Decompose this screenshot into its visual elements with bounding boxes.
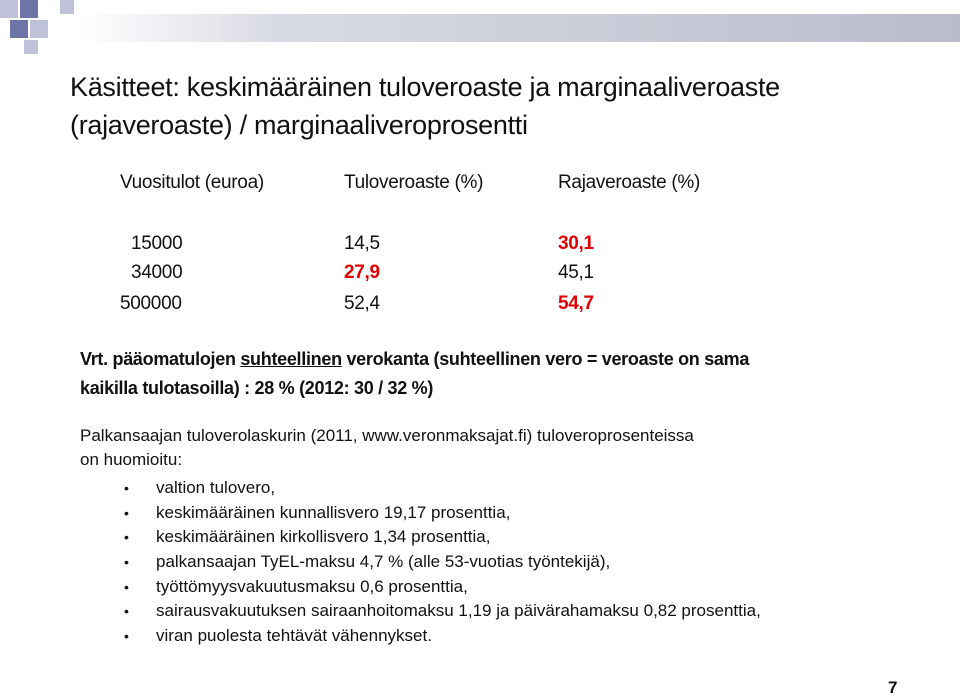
- header-gradient-bar: [80, 14, 960, 42]
- capital-income-note: [80, 345, 900, 403]
- note-line-2: kaikilla tulotasoilla) : 28 % (2012: 30 / 32 %): [80, 378, 434, 398]
- list-item: • sairausvakuutuksen sairaanhoitomaksu 1,19 ja päivärahamaksu 0,82 prosenttia,: [124, 599, 761, 624]
- bullet-icon: •: [124, 628, 129, 645]
- table-cell-average: 14,5: [344, 233, 380, 254]
- paragraph-line-1: Palkansaajan tuloverolaskurin (2011, www.veronmaksajat.fi) tuloveroprosenteissa: [80, 426, 694, 445]
- bullet-icon: •: [124, 480, 129, 496]
- list-item: • valtion tulovero,: [124, 476, 761, 501]
- title-line-2: (rajaveroaste) / marginaaliveroprosentti: [70, 110, 528, 140]
- list-item: • keskimääräinen kirkollisvero 1,34 prosenttia,: [124, 525, 761, 550]
- table-cell-marginal-highlight: 54,7: [558, 293, 594, 314]
- table-cell-income: 15000: [131, 233, 183, 254]
- note-part-1: Vrt. pääomatulojen: [80, 349, 241, 369]
- page-title: [70, 68, 930, 144]
- bullet-icon: •: [124, 554, 129, 571]
- list-item: • palkansaajan TyEL-maksu 4,7 % (alle 53-vuotias työntekijä),: [124, 550, 761, 575]
- note-part-2: verokanta (suhteellinen vero = veroaste on sama: [341, 349, 750, 369]
- list-item: • työttömyysvakuutusmaksu 0,6 prosenttia,: [124, 575, 761, 600]
- table-cell-income: 500000: [120, 293, 182, 314]
- table-cell-average-highlight: 27,9: [344, 262, 380, 283]
- header-average-rate: Tuloveroaste (%): [344, 172, 484, 193]
- bullet-icon: •: [124, 504, 129, 521]
- page-number: 7: [888, 678, 898, 697]
- included-items-list: [124, 476, 761, 649]
- note-underlined-word: suhteellinen: [240, 349, 342, 369]
- bullet-icon: •: [124, 529, 129, 546]
- list-item: • keskimääräinen kunnallisvero 19,17 prosenttia,: [124, 501, 761, 526]
- header-marginal-rate: Rajaveroaste (%): [558, 172, 700, 193]
- list-item: • viran puolesta tehtävät vähennykset.: [124, 624, 761, 649]
- table-cell-income: 34000: [131, 262, 183, 283]
- calculator-paragraph: [80, 424, 920, 472]
- table-cell-marginal-highlight: 30,1: [558, 233, 594, 254]
- header-income: Vuositulot (euroa): [120, 172, 264, 193]
- table-cell-average: 52,4: [344, 293, 380, 314]
- table-cell-marginal: 45,1: [558, 262, 594, 283]
- title-line-1: Käsitteet: keskimääräinen tuloveroaste ja marginaaliveroaste: [70, 72, 780, 102]
- paragraph-line-2: on huomioitu:: [80, 450, 183, 469]
- bullet-icon: •: [124, 578, 129, 595]
- bullet-icon: •: [124, 603, 129, 620]
